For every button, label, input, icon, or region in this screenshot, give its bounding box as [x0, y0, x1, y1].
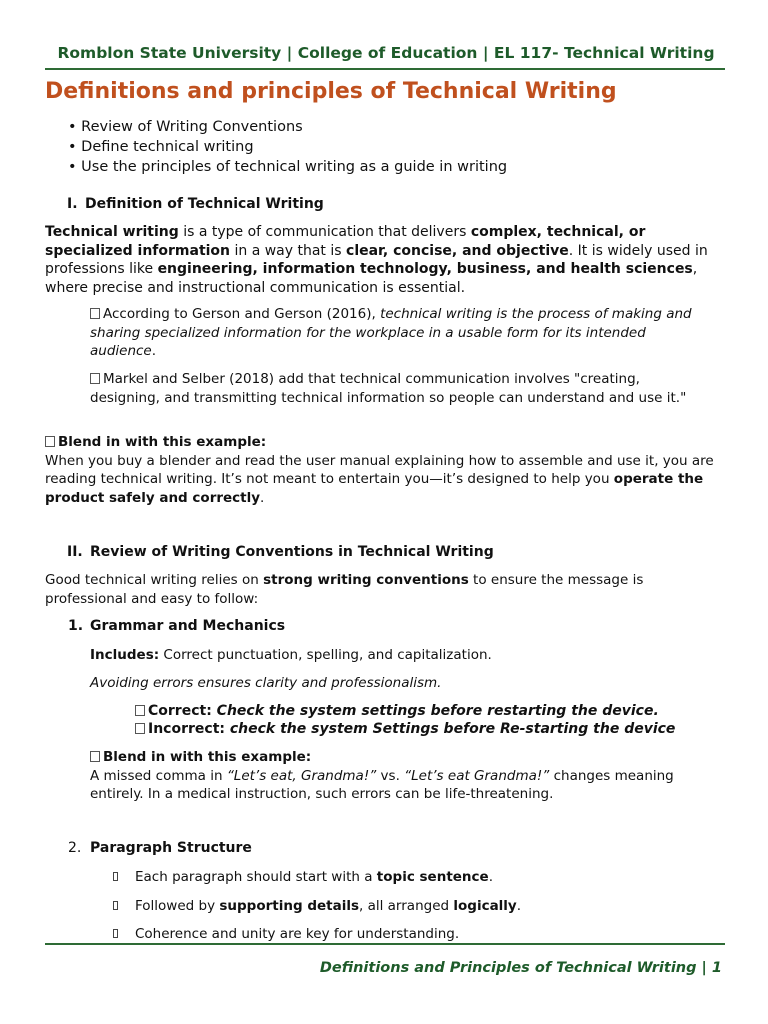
- section-number: II.: [67, 544, 83, 560]
- correct-example: Correct: Check the system settings before restarting the device.: [135, 702, 659, 720]
- section-number: I.: [67, 196, 78, 212]
- box-glyph-icon: [135, 723, 145, 734]
- incorrect-example: Incorrect: check the system Settings before Re-starting the device: [135, 720, 675, 738]
- footer-rule: [45, 943, 725, 945]
- item-heading: Paragraph Structure: [90, 840, 252, 856]
- example-text: When you buy a blender and read the user manual explaining how to assemble and use it, you are reading technical writing. It’s not meant to entertain you—it’s designed to help you operate the product safely and correctly.: [45, 452, 714, 506]
- blender-example: [45, 433, 720, 507]
- box-glyph-icon: [45, 436, 55, 447]
- list-item: Each paragraph should start with a topic sentence.: [135, 869, 493, 885]
- includes-line: Includes: Correct punctuation, spelling, and capitalization.: [90, 647, 492, 663]
- bullet-glyph-icon: [113, 872, 118, 881]
- list-number: 2.: [68, 840, 82, 856]
- box-glyph-icon: [90, 373, 100, 384]
- bullet-glyph-icon: [113, 901, 118, 910]
- clarity-note: Avoiding errors ensures clarity and professionalism.: [90, 675, 442, 691]
- box-glyph-icon: [90, 751, 100, 762]
- example-label: Blend in with this example:: [45, 433, 720, 452]
- header-rule: [45, 68, 725, 70]
- objective-item: • Review of Writing Conventions: [68, 119, 303, 135]
- section-heading: Review of Writing Conventions in Technical Writing: [90, 544, 494, 560]
- list-item: Followed by supporting details, all arranged logically.: [135, 898, 522, 914]
- running-footer: Definitions and Principles of Technical Writing | 1: [319, 960, 722, 976]
- item-heading: Grammar and Mechanics: [90, 618, 286, 634]
- quote-gerson: According to Gerson and Gerson (2016), technical writing is the process of making and sharing specialized information for the workplace in a usable form for its intended audience.: [90, 306, 692, 359]
- example-label: Blend in with this example:: [90, 748, 710, 767]
- list-number: 1.: [68, 618, 84, 634]
- bullet-glyph-icon: [113, 929, 118, 938]
- running-header: Romblon State University | College of Education | EL 117- Technical Writing: [57, 44, 715, 62]
- conventions-intro: Good technical writing relies on strong writing conventions to ensure the message is professional and easy to follow:: [45, 572, 644, 607]
- example-text: A missed comma in “Let’s eat, Grandma!” vs. “Let’s eat Grandma!” changes meaning entirely. In a medical instruction, such errors can be life-threatening.: [90, 767, 674, 802]
- section-heading: Definition of Technical Writing: [85, 196, 324, 212]
- page-title: Definitions and principles of Technical Writing: [45, 79, 617, 104]
- box-glyph-icon: [135, 705, 145, 716]
- quote-markel: Markel and Selber (2018) add that technical communication involves "creating, designing, and transmitting technical information so people can understand and use it.": [90, 371, 687, 406]
- objective-item: • Define technical writing: [68, 139, 254, 155]
- definition-paragraph: Technical writing is a type of communication that delivers complex, technical, or specialized information in a way that is clear, concise, and objective. It is widely used in professions like engineering, information technology, business, and health sciences, where precise and instructional communication is essential.: [45, 224, 708, 296]
- objective-item: • Use the principles of technical writing as a guide in writing: [68, 159, 508, 175]
- list-item: Coherence and unity are key for understanding.: [135, 926, 460, 942]
- grandma-example: [90, 748, 710, 804]
- box-glyph-icon: [90, 308, 100, 319]
